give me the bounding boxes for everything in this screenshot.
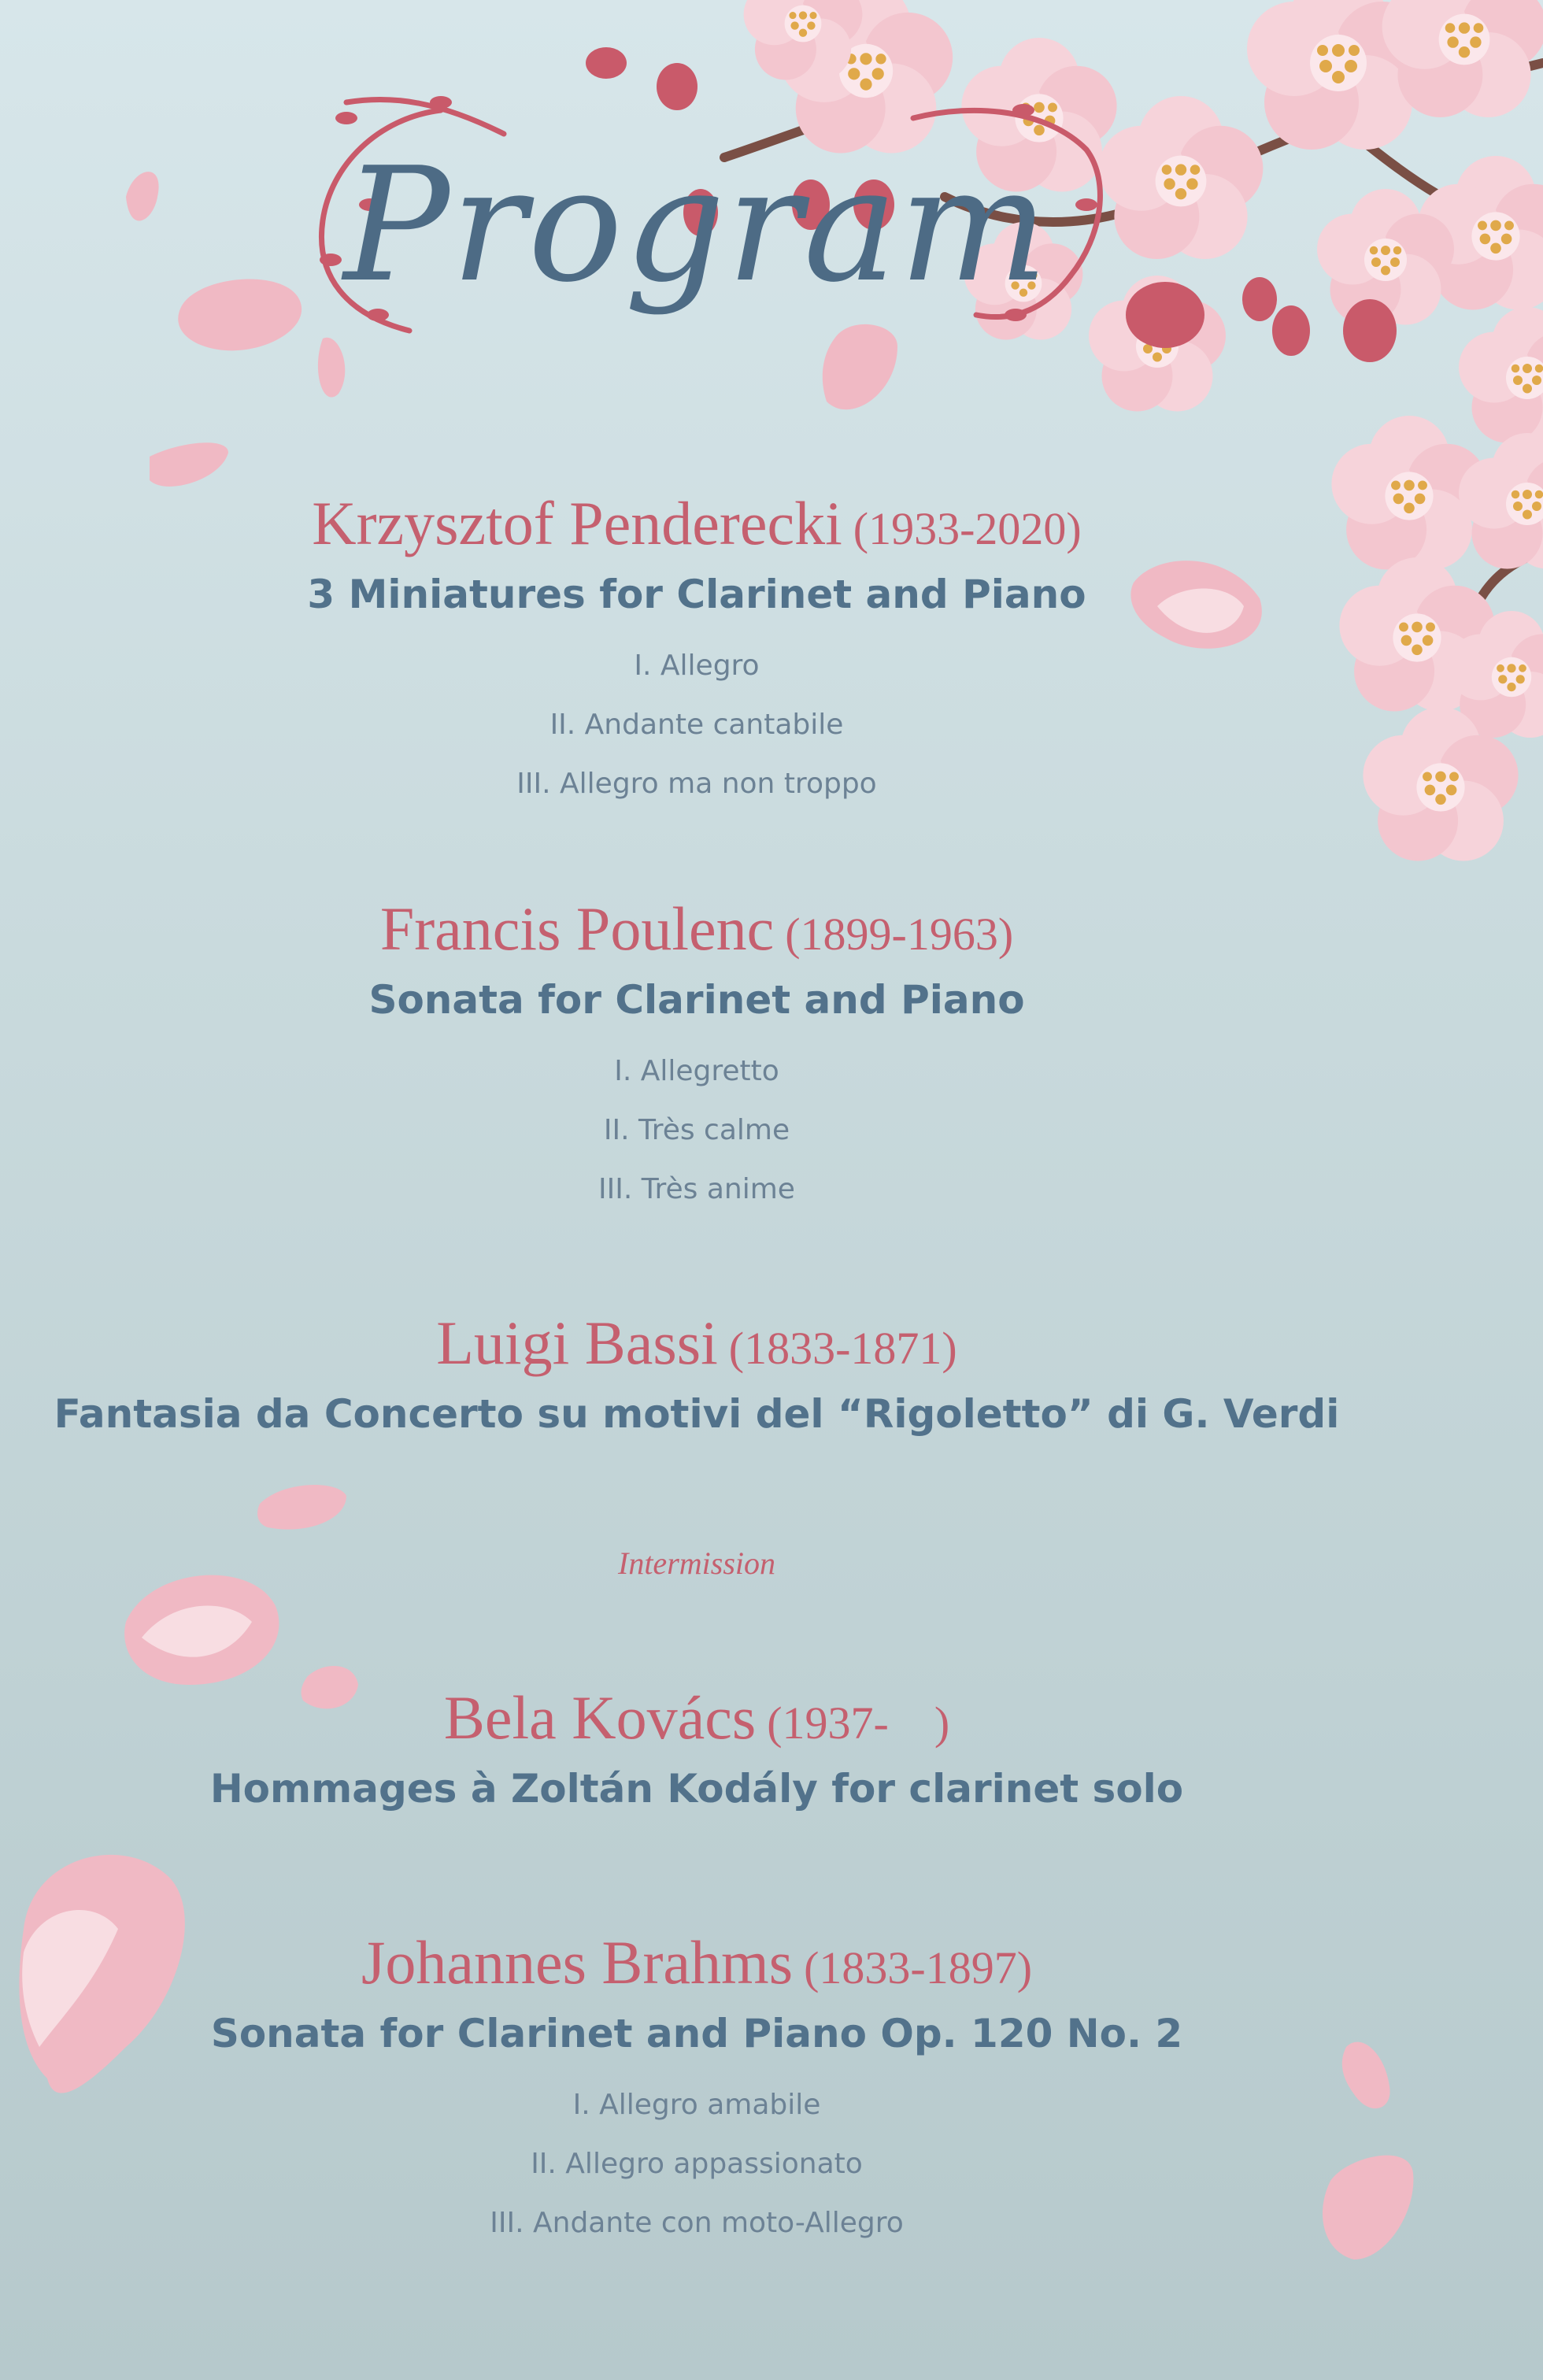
movement-item: III. Allegro ma non troppo bbox=[516, 767, 877, 800]
movement-item: I. Allegro bbox=[634, 649, 760, 682]
movement-item: I. Allegretto bbox=[614, 1054, 779, 1087]
movement-list bbox=[0, 2075, 1393, 2252]
movement-list bbox=[0, 636, 1393, 813]
movement-item: III. Andante con moto-Allegro bbox=[490, 2206, 904, 2239]
composer-name: Bela Kovács bbox=[443, 1683, 757, 1752]
page-title: Program bbox=[343, 134, 1050, 317]
work-title: Sonata for Clarinet and Piano Op. 120 No. 2 bbox=[210, 2010, 1183, 2056]
composer-name: Krzysztof Penderecki bbox=[312, 489, 842, 557]
program-item-brahms bbox=[0, 1929, 1393, 2252]
intermission-label: Intermission bbox=[618, 1545, 775, 1581]
work-title: Fantasia da Concerto su motivi del “Rigoletto” di G. Verdi bbox=[54, 1390, 1340, 1437]
composer-years: (1833-1871) bbox=[728, 1323, 957, 1374]
movement-item: II. Très calme bbox=[603, 1113, 790, 1146]
composer-years: (1833-1897) bbox=[804, 1942, 1033, 1993]
composer-heading bbox=[0, 490, 1393, 557]
program-item-bassi bbox=[0, 1309, 1393, 1437]
composer-heading bbox=[0, 1929, 1393, 1997]
composer-years: (1937- ) bbox=[767, 1697, 950, 1749]
program-item-penderecki bbox=[0, 490, 1393, 813]
movement-list bbox=[0, 1042, 1393, 1219]
movement-item: I. Allegro amabile bbox=[572, 2088, 821, 2121]
program-item-poulenc bbox=[0, 895, 1393, 1219]
composer-name: Johannes Brahms bbox=[361, 1928, 794, 1997]
composer-heading bbox=[0, 895, 1393, 963]
movement-item: III. Très anime bbox=[598, 1172, 795, 1205]
composer-heading bbox=[0, 1684, 1393, 1752]
composer-name: Luigi Bassi bbox=[436, 1308, 718, 1377]
composer-name: Francis Poulenc bbox=[379, 894, 775, 963]
work-title: Sonata for Clarinet and Piano bbox=[368, 976, 1025, 1023]
movement-item: II. Andante cantabile bbox=[549, 708, 844, 741]
work-title: Hommages à Zoltán Kodály for clarinet solo bbox=[209, 1765, 1184, 1812]
composer-heading bbox=[0, 1309, 1393, 1377]
work-title: 3 Miniatures for Clarinet and Piano bbox=[307, 571, 1086, 617]
movement-item: II. Allegro appassionato bbox=[531, 2147, 863, 2180]
composer-years: (1933-2020) bbox=[853, 503, 1082, 554]
composer-years: (1899-1963) bbox=[785, 909, 1014, 960]
program-item-kovacs bbox=[0, 1684, 1393, 1812]
